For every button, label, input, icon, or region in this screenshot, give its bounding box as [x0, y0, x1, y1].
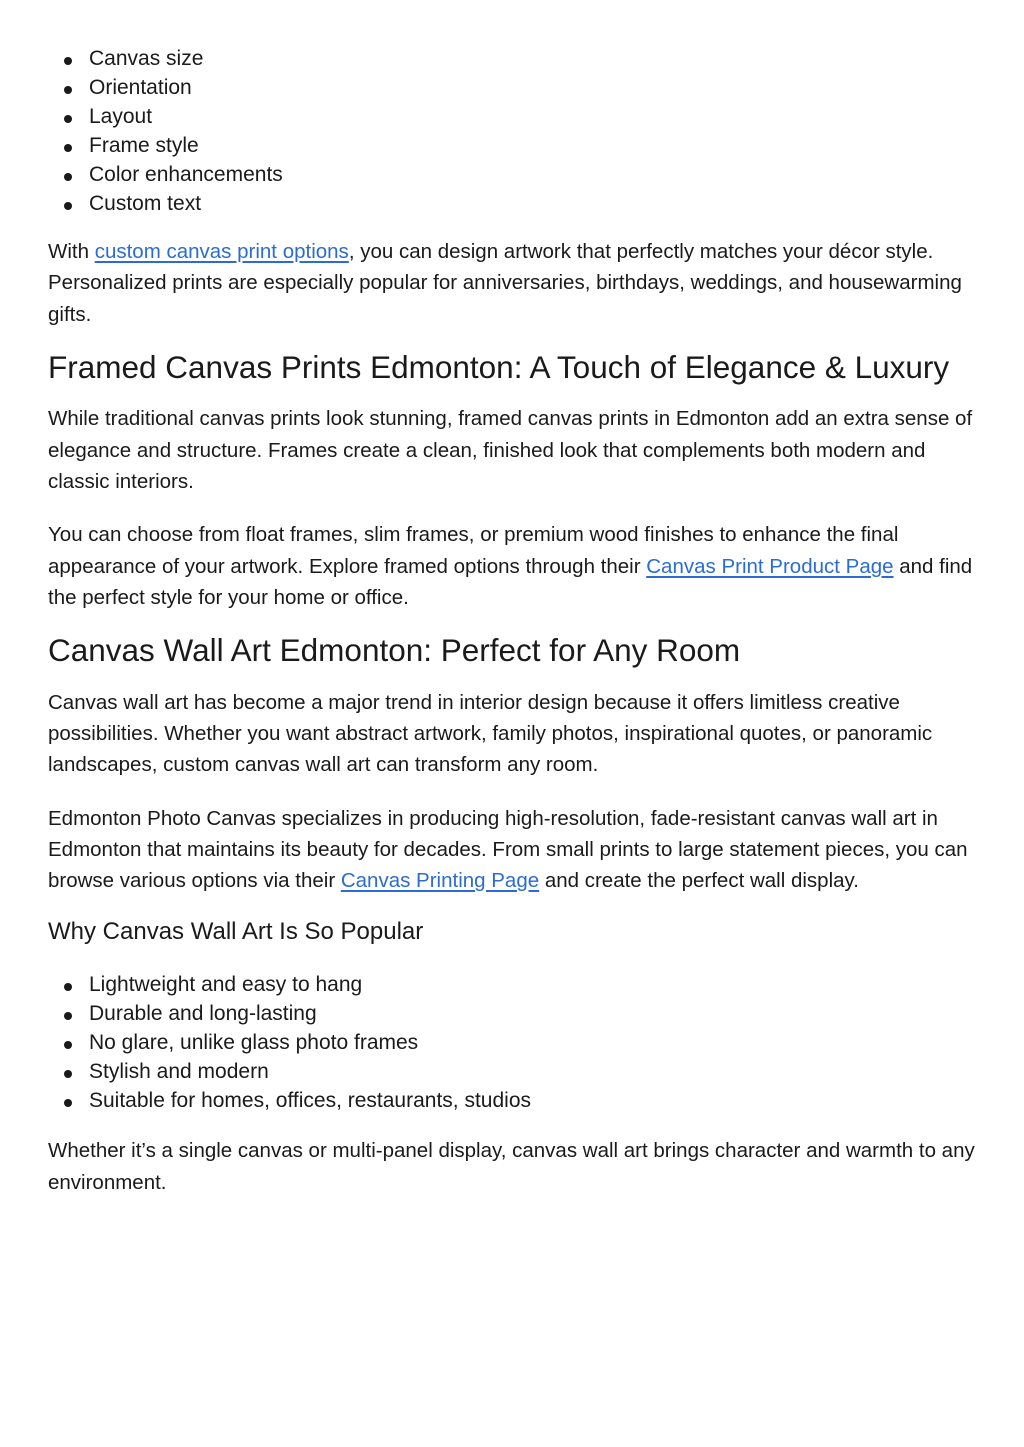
framed-section-heading: Framed Canvas Prints Edmonton: A Touch of Elegance & Luxury	[48, 348, 950, 385]
popular-subheading: Why Canvas Wall Art Is So Popular	[48, 918, 424, 946]
list-item: Color enhancements	[48, 160, 983, 189]
list-item: Suitable for homes, offices, restaurants, studios	[48, 1086, 983, 1115]
canvas-printing-page-link[interactable]: Canvas Printing Page	[340, 869, 540, 893]
feature-options-list	[48, 44, 983, 218]
list-item: Canvas size	[48, 44, 983, 73]
document-page	[48, 44, 983, 1198]
intro-paragraph: With custom canvas print options, you can design artwork that perfectly matches your décor style. Personalized prints are especially popular for anniversaries, birthdays, weddings, and housewarming gifts.	[48, 240, 962, 326]
wall-art-paragraph-2: Edmonton Photo Canvas specializes in producing high-resolution, fade-resistant canvas wall art in Edmonton that maintains its beauty for decades. From small prints to large statement pieces, you can browse various options via their Canvas Printing Page and create the perfect wall display.	[48, 806, 968, 893]
list-item: Layout	[48, 102, 983, 131]
framed-paragraph-1: While traditional canvas prints look stunning, framed canvas prints in Edmonton add an extra sense of elegance and structure. Frames create a clean, finished look that complements both modern and classic interiors.	[48, 407, 973, 493]
custom-canvas-options-link[interactable]: custom canvas print options	[94, 240, 349, 263]
framed-paragraph-2: You can choose from float frames, slim frames, or premium wood finishes to enhance the final appearance of your artwork. Explore framed options through their Canvas Print Product Page and find the perfect style for your home or office.	[48, 523, 973, 609]
list-item: Custom text	[48, 189, 983, 218]
list-item: Lightweight and easy to hang	[48, 970, 983, 999]
popular-reasons-list	[48, 970, 983, 1115]
canvas-print-product-page-link[interactable]: Canvas Print Product Page	[646, 554, 894, 578]
list-item: Orientation	[48, 73, 983, 102]
closing-paragraph: Whether it’s a single canvas or multi-panel display, canvas wall art brings character and warmth to any environment.	[48, 1139, 975, 1194]
list-item: No glare, unlike glass photo frames	[48, 1028, 983, 1057]
list-item: Frame style	[48, 131, 983, 160]
list-item: Stylish and modern	[48, 1057, 983, 1086]
wall-art-section-heading: Canvas Wall Art Edmonton: Perfect for Any Room	[48, 632, 741, 669]
wall-art-paragraph-1: Canvas wall art has become a major trend in interior design because it offers limitless creative possibilities. Whether you want abstract artwork, family photos, inspirational quotes, or panoramic landscapes, custom canvas wall art can transform any room.	[48, 690, 933, 777]
list-item: Durable and long-lasting	[48, 999, 983, 1028]
